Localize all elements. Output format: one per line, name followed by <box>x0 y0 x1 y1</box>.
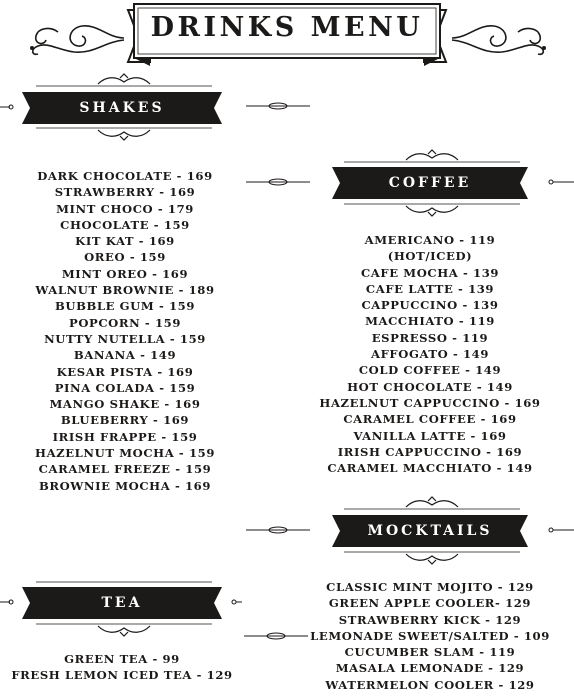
line-ornament-icon <box>548 177 574 187</box>
divider-flourish-icon <box>344 497 520 513</box>
menu-item: COLD COFFEE - 149 <box>358 363 502 378</box>
section-title-mocktails: MOCKTAILS <box>367 523 493 539</box>
menu-item: LEMONADE SWEET/SALTED - 109 <box>310 628 550 643</box>
menu-item: CLASSIC MINT MOJITO - 129 <box>326 580 534 594</box>
page-title: DRINKS MENU <box>150 12 424 43</box>
divider-flourish-icon <box>36 74 212 90</box>
menu-item: WATERMELON COOLER - 129 <box>325 677 535 692</box>
mocktails-list <box>300 579 560 693</box>
menu-item: MANGO SHAKE - 169 <box>49 397 201 412</box>
menu-item: GREEN TEA - 99 <box>64 652 180 666</box>
line-ornament-icon <box>246 524 310 536</box>
line-ornament-icon <box>548 525 574 535</box>
menu-item: MINT CHOCO - 179 <box>56 201 194 216</box>
coffee-list <box>300 232 560 476</box>
menu-item: MASALA LEMONADE - 129 <box>335 661 525 676</box>
divider-flourish-icon <box>36 570 212 586</box>
menu-item: BLUEBERRY - 169 <box>60 413 190 428</box>
line-ornament-icon <box>244 630 308 642</box>
menu-item: PINA COLADA - 159 <box>54 380 196 395</box>
menu-item: POPCORN - 159 <box>69 315 181 330</box>
menu-item: KESAR PISTA - 169 <box>56 364 194 379</box>
section-title-coffee: COFFEE <box>388 175 472 191</box>
menu-item: CAFE LATTE - 139 <box>365 281 495 296</box>
menu-item: CARAMEL MACCHIATO - 149 <box>327 461 533 476</box>
menu-item: WALNUT BROWNIE - 189 <box>35 283 215 298</box>
line-ornament-icon <box>246 176 310 188</box>
menu-item: HOT CHOCOLATE - 149 <box>347 379 513 394</box>
menu-item: MINT OREO - 169 <box>61 266 189 281</box>
menu-item: DARK CHOCOLATE - 169 <box>37 169 213 183</box>
section-title-tea: TEA <box>101 595 143 611</box>
menu-item: CUCUMBER SLAM - 119 <box>344 645 516 660</box>
menu-item: NUTTY NUTELLA - 159 <box>44 331 206 346</box>
menu-item: GREEN APPLE COOLER- 129 <box>328 596 532 611</box>
tea-list <box>0 651 244 684</box>
menu-item: CARAMEL FREEZE - 159 <box>38 462 212 477</box>
menu-item: (HOT/ICED) <box>387 249 473 264</box>
menu-item: CAFE MOCHA - 139 <box>360 265 500 280</box>
shakes-list <box>0 168 250 494</box>
line-ornament-icon <box>246 100 310 112</box>
menu-item: CAPPUCCINO - 139 <box>361 298 499 313</box>
divider-flourish-icon <box>344 200 520 216</box>
scroll-flourish-icon <box>450 18 548 58</box>
line-ornament-icon <box>0 102 14 112</box>
menu-item: AFFOGATO - 149 <box>370 347 490 362</box>
divider-flourish-icon <box>36 124 212 140</box>
menu-item: MACCHIATO - 119 <box>365 314 495 329</box>
menu-item: BUBBLE GUM - 159 <box>54 299 196 314</box>
divider-flourish-icon <box>36 620 212 636</box>
menu-item: IRISH CAPPUCCINO - 169 <box>337 444 523 459</box>
divider-flourish-icon <box>344 150 520 166</box>
menu-item: FRESH LEMON ICED TEA - 129 <box>11 668 233 683</box>
line-ornament-icon <box>230 597 242 607</box>
menu-item: IRISH FRAPPE - 159 <box>52 429 198 444</box>
menu-item: ESPRESSO - 119 <box>371 330 489 345</box>
menu-item: VANILLA LATTE - 169 <box>353 428 507 443</box>
menu-item: KIT KAT - 169 <box>75 234 175 249</box>
menu-item: OREO - 159 <box>84 250 166 265</box>
line-ornament-icon <box>0 597 14 607</box>
menu-item: HAZELNUT MOCHA - 159 <box>35 446 215 461</box>
menu-item: CHOCOLATE - 159 <box>60 217 190 232</box>
menu-item: AMERICANO - 119 <box>364 233 496 247</box>
menu-item: BANANA - 149 <box>73 348 177 363</box>
section-title-shakes: SHAKES <box>79 100 165 116</box>
divider-flourish-icon <box>344 548 520 564</box>
menu-item: HAZELNUT CAPPUCCINO - 169 <box>319 395 541 410</box>
menu-item: BROWNIE MOCHA - 169 <box>38 478 212 493</box>
menu-item: STRAWBERRY - 169 <box>54 185 196 200</box>
menu-item: CARAMEL COFFEE - 169 <box>343 412 517 427</box>
scroll-flourish-icon <box>28 18 126 58</box>
menu-item: STRAWBERRY KICK - 129 <box>338 612 522 627</box>
